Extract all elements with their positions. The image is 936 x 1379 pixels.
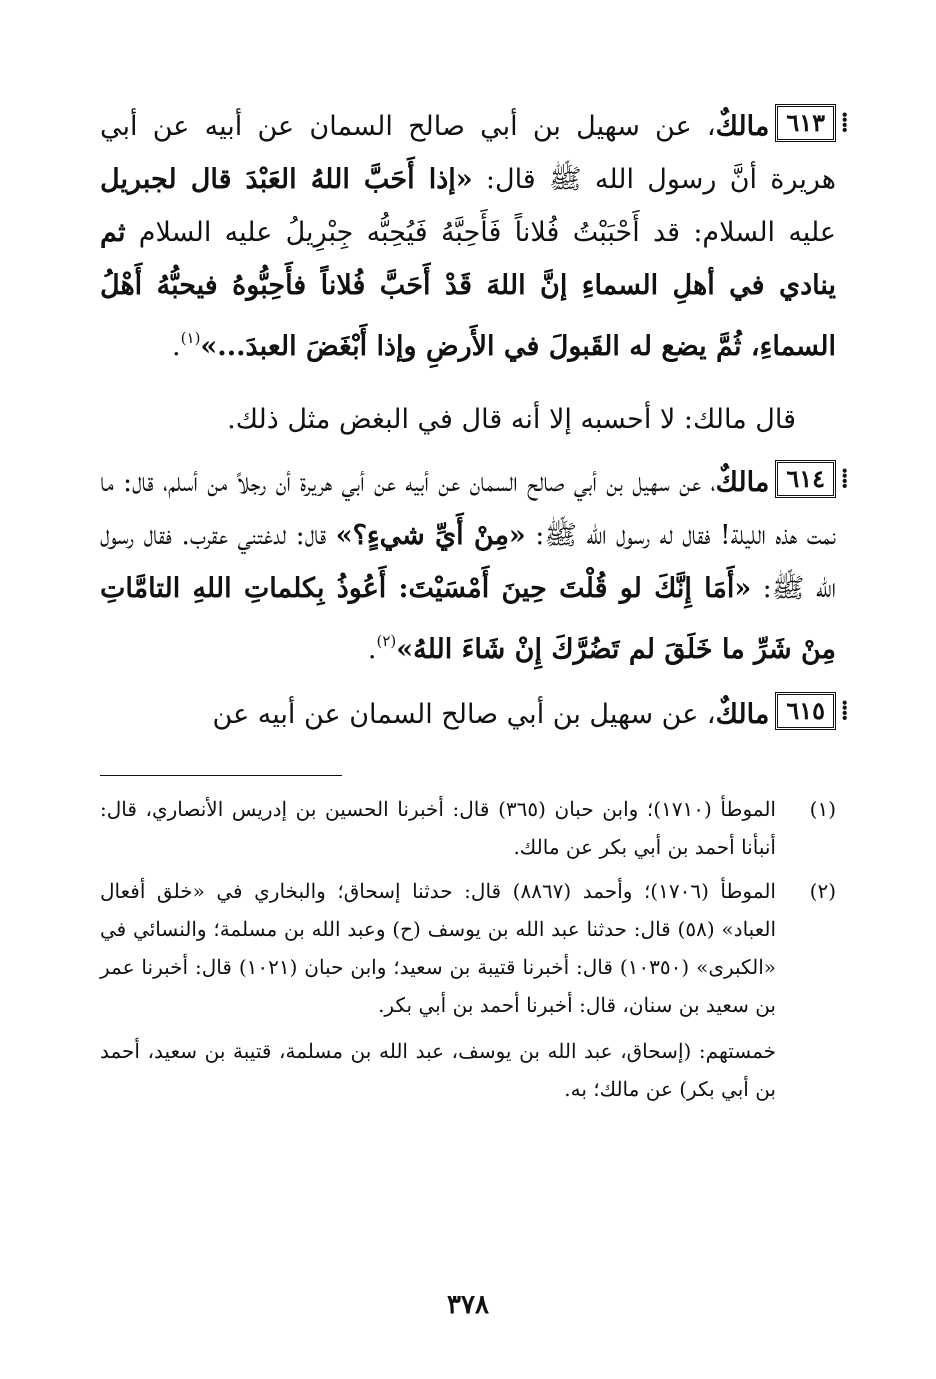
footnote-divider bbox=[100, 775, 342, 776]
matn-text: «إذا أَحَبَّ اللهُ العَبْدَ قال لجبريل bbox=[100, 164, 473, 195]
footnote-text: الموطأ (١٧١٠)؛ وابن حبان (٣٦٥) قال: أخبرنا الحسين بن إدريس الأنصاري، قال: أنبأنا أحمد بن أبي بكر عن مالك. bbox=[100, 797, 776, 859]
matn-text: «مِنْ أَيِّ شيءٍ؟» bbox=[335, 520, 526, 551]
footnote-ref[interactable]: (١) bbox=[180, 329, 201, 347]
malik-remark: قال مالك: لا أحسبه إلا أنه قال في البغض مثل ذلك. bbox=[227, 404, 796, 435]
hadith-number: ⁞ ٦١٥ bbox=[775, 692, 836, 730]
hadith-number: ⁞ ٦١٤ bbox=[775, 460, 836, 498]
footnote-1 bbox=[100, 790, 836, 866]
sentence-end: . bbox=[367, 634, 377, 665]
footnote-number: (٢) bbox=[809, 879, 836, 903]
footnote-text: الموطأ (١٧٠٦)؛ وأحمد (٨٨٦٧) قال: حدثنا إسحاق؛ والبخاري في «خلق أفعال العباد» (٥٨) قال: حدثنا عبد الله بن يوسف (ح) وعبد الله بن مسلمة؛ والنسائي في «الكبرى» (١٠٣٥٠) قال: أخبرنا قتيبة بن سعيد؛ وابن حبان (١٠٢١) قال: أخبرنا عمر بن سعيد بن سنان، قال: أخبرنا أحمد بن أبي بكر. bbox=[100, 879, 777, 1017]
hadith-number: ⁞ ٦١٣ bbox=[775, 104, 836, 142]
narrator: مالكٌ bbox=[715, 699, 770, 730]
interjection: قال: لدغتني عقرب. فقال رسول الله ﷺ: bbox=[100, 520, 836, 604]
footnote-ref[interactable]: (٢) bbox=[376, 632, 397, 650]
sentence-end: . bbox=[172, 331, 181, 362]
matn-text: «أَمَا إِنَّكَ لو قُلْتَ حِينَ أَمْسَيْتَ: أَعُوذُ بِكلماتِ اللهِ التامَّاتِ مِنْ شَرِّ ما خَلَقَ لم تَضُرَّكَ إِنْ شَاءَ اللهُ» bbox=[100, 573, 836, 665]
narrator: مالكٌ bbox=[715, 467, 770, 498]
isnad: ، عن سهيل بن أبي صالح السمان عن أبيه عن أبي هريرة أن رجلاً من أسلم، قال: ما نمت هذه الليلة! فقال له رسول الله ﷺ: bbox=[100, 467, 836, 551]
footnote-summary: خمستهم: (إسحاق، عبد الله بن يوسف، عبد الله بن مسلمة، قتيبة بن سعيد، أحمد بن أبي بكر) عن مالك؛ به. bbox=[100, 1039, 776, 1101]
narrator: مالكٌ bbox=[715, 111, 770, 142]
interjection: عليه السلام: قد أَحْبَبْتُ فُلاناً فَأَحِبَّهُ فَيُحِبُّه جِبْرِيلُ عليه السلام bbox=[125, 217, 836, 248]
isnad: ، عن سهيل بن أبي صالح السمان عن أبيه عن bbox=[212, 699, 716, 730]
hadith-entry-615 bbox=[100, 688, 836, 741]
hadith-entry-614 bbox=[100, 456, 836, 676]
page-body bbox=[100, 100, 836, 1108]
footnote-number: (١) bbox=[809, 797, 836, 821]
isnad: ، عن سهيل بن أبي صالح السمان عن أبيه عن أبي هريرة أنَّ رسول الله ﷺ قال: bbox=[100, 111, 837, 195]
matn-text: ثم ينادي في أهلِ السماءِ إنَّ اللهَ قَدْ أَحَبَّ فُلاناً فأَحِبُّوهُ فيحبُّهُ أَهْلُ السماءِ، ثُمَّ يضع له القَبولَ في الأَرضِ وإذا أَبْغَضَ العبدَ...» bbox=[100, 217, 836, 362]
footnote-2 bbox=[100, 872, 836, 1024]
page-number: ٣٧٨ bbox=[447, 1290, 489, 1320]
hadith-entry-613 bbox=[100, 100, 836, 373]
